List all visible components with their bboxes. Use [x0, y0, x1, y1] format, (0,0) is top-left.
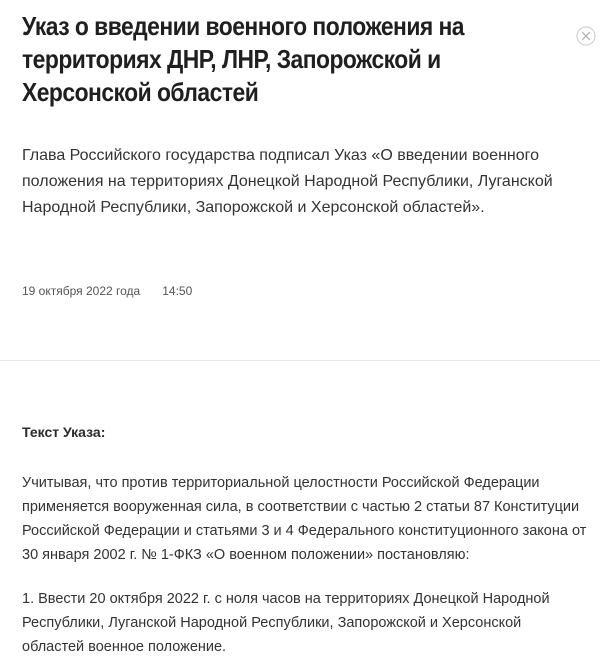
article-time: 14:50 — [162, 284, 193, 298]
decree-paragraph: 1. Ввести 20 октября 2022 г. с ноля часов на территориях Донецкой Народной Республики, Луганской Народной Республики, Запорожской и Херсонской областей военное положение. — [22, 591, 550, 655]
article-meta — [22, 284, 192, 298]
decree-paragraph: Учитывая, что против территориальной целостности Российской Федерации применяется вооруженная сила, в соответствии с частью 2 статьи 87 Конституции Российской Федерации и статьями 3 и 4 Федерального конституционного закона от 30 января 2002 г. № 1-ФКЗ «О военном положении» постановляю: — [22, 475, 587, 563]
article-date: 19 октября 2022 года — [22, 284, 141, 298]
decree-heading: Текст Указа: — [22, 424, 106, 440]
close-button[interactable] — [576, 26, 596, 46]
close-icon — [576, 26, 596, 46]
article-title: Указ о введении военного положения на территориях ДНР, ЛНР, Запорожской и Херсонской областей — [22, 11, 465, 107]
article-lead: Глава Российского государства подписал Указ «О введении военного положения на территориях Донецкой Народной Республики, Луганской Народной Республики, Запорожской и Херсонской областей». — [22, 147, 553, 216]
